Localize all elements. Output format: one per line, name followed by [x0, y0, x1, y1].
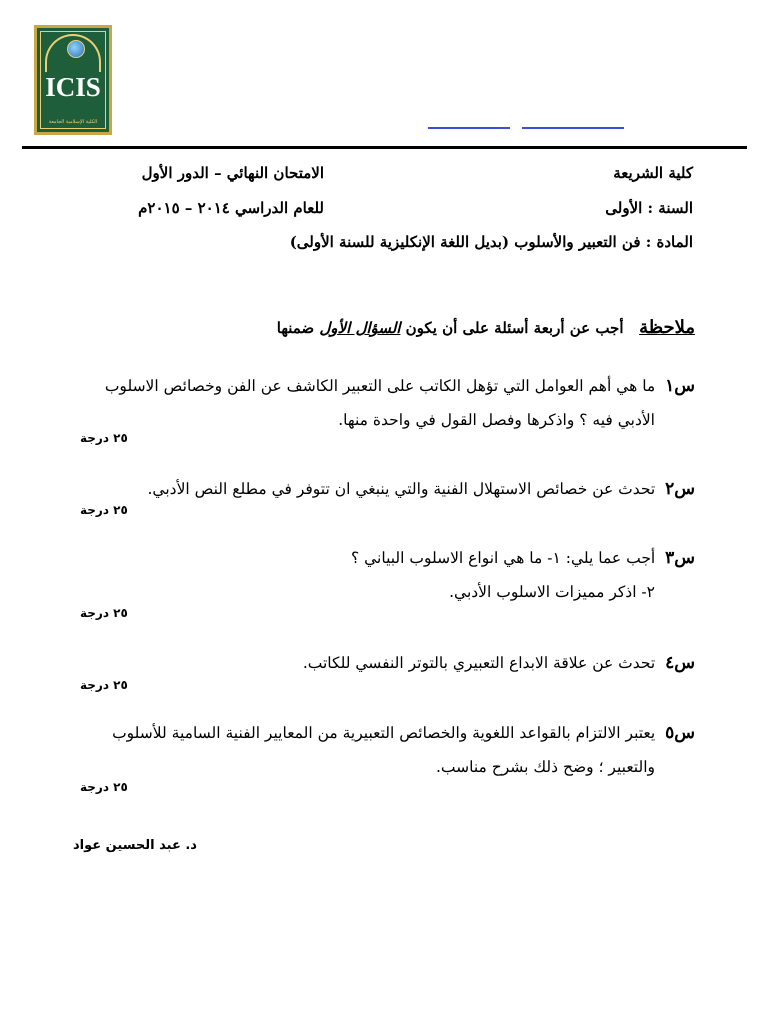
question-text: تحدث عن علاقة الابداع التعبيري بالتوتر النفسي للكاتب.	[302, 654, 656, 672]
college-logo	[34, 25, 112, 135]
grade-label: ٢٥ درجة	[80, 780, 128, 794]
note	[277, 317, 695, 338]
question-text: تحدث عن خصائص الاستهلال الفنية والتي ينبغي ان تتوفر في مطلع النص الأدبي.	[147, 480, 656, 498]
grade-label: ٢٥ درجة	[80, 678, 128, 692]
question-number: س٤	[665, 653, 695, 673]
note-label: ملاحظة	[639, 317, 695, 338]
question-text: الأدبي فيه ؟ واذكرها وفصل القول في واحدة منها.	[338, 411, 655, 429]
header-divider	[22, 146, 747, 149]
question-text: والتعبير ؛ وضح ذلك بشرح مناسب.	[435, 758, 655, 776]
question-number: س٥	[665, 723, 695, 743]
signature: د. عبد الحسين عواد	[73, 838, 197, 853]
link-underline[interactable]	[428, 127, 510, 129]
question-number: س٣	[665, 548, 695, 568]
question-text: ما هي أهم العوامل التي تؤهل الكاتب على التعبير الكاشف عن الفن وخصائص الاسلوب	[104, 377, 656, 395]
question-text: يعتبر الالتزام بالقواعد اللغوية والخصائص التعبيرية من المعايير الفنية السامية للأسلوب	[112, 724, 656, 742]
question-2	[65, 472, 695, 506]
year-label: السنة : الأولى	[605, 199, 693, 217]
question-number: س١	[665, 376, 695, 396]
question-text: ٢- اذكر مميزات الاسلوب الأدبي.	[449, 583, 655, 601]
question-1	[65, 369, 695, 437]
question-text: أجب عما يلي: ١- ما هي انواع الاسلوب البياني ؟	[350, 549, 656, 567]
academic-year: للعام الدراسي ٢٠١٤ – ٢٠١٥م	[138, 199, 324, 217]
link-underline[interactable]	[522, 127, 624, 129]
globe-icon	[67, 40, 85, 58]
question-3	[65, 541, 695, 609]
logo-text: ICIS	[45, 72, 101, 102]
note-text-end: ضمنها	[276, 319, 315, 337]
exam-title: الامتحان النهائي – الدور الأول	[141, 164, 324, 182]
grade-label: ٢٥ درجة	[80, 431, 128, 445]
question-5	[65, 716, 695, 784]
grade-label: ٢٥ درجة	[80, 606, 128, 620]
subject-line: المادة : فن التعبير والأسلوب (بديل اللغة الإنكليزية للسنة الأولى)	[289, 233, 693, 251]
grade-label: ٢٥ درجة	[80, 503, 128, 517]
logo-subtitle: الكلية الإسلامية الجامعة	[48, 119, 98, 125]
note-emphasis: السؤال الأول	[319, 319, 401, 337]
note-text: أجب عن أربعة أسئلة على أن يكون	[405, 319, 624, 337]
question-4	[65, 646, 695, 680]
college-name: كلية الشريعة	[613, 164, 693, 182]
question-number: س٢	[665, 479, 695, 499]
